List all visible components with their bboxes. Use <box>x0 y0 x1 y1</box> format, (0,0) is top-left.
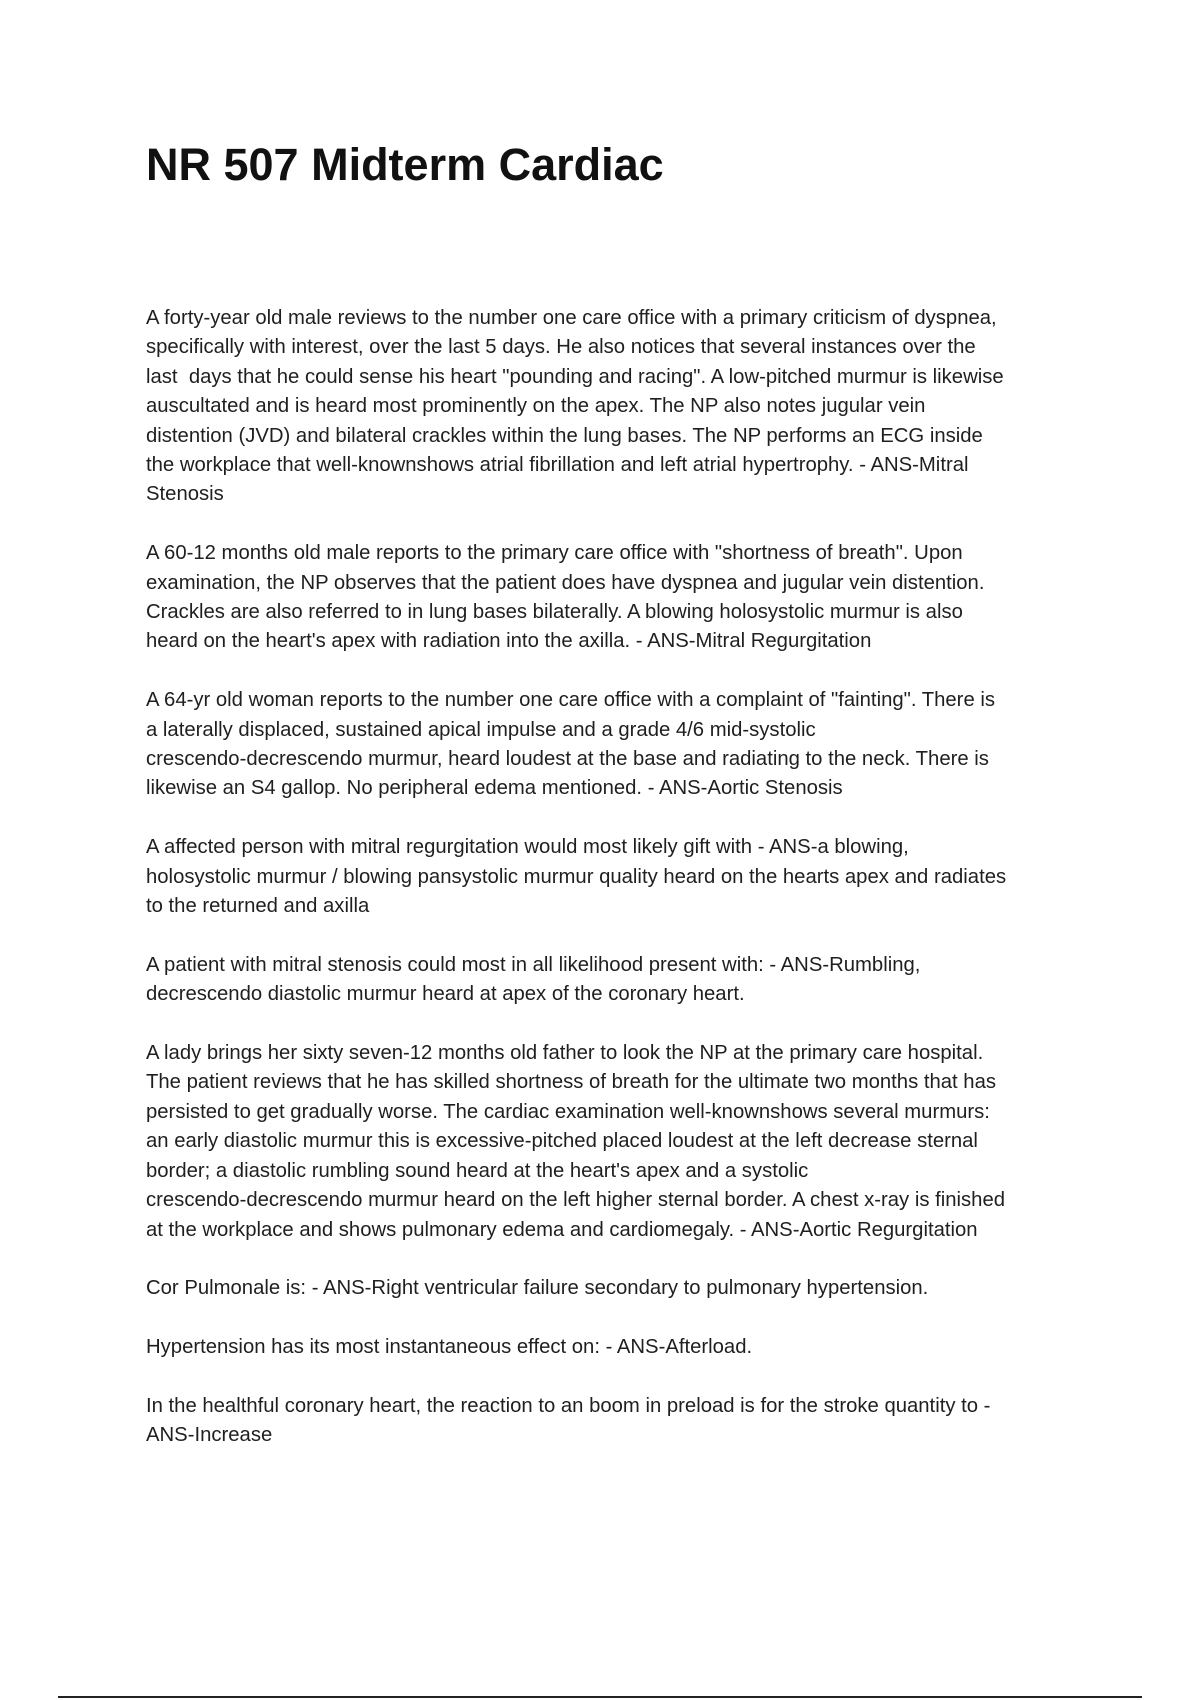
question-answer-6: A lady brings her sixty seven-12 months old father to look the NP at the primary care hospital. The patient reviews that he has skilled shortness of breath for the ultimate two months that has persisted to get gradually worse. The cardiac examination well-knownshows several murmurs: an early diastolic murmur this is excessive-pitched placed loudest at the left decrease sternal border; a diastolic rumbling sound heard at the heart's apex and a systolic crescendo-decrescendo murmur heard on the left higher sternal border. A chest x-ray is finished at the workplace and shows pulmonary edema and cardiomegaly. - ANS-Aortic Regurgitation <box>146 1042 1006 1241</box>
document-body <box>146 304 1096 1480</box>
question-answer-4: A affected person with mitral regurgitation would most likely gift with - ANS-a blowing, holosystolic murmur / blowing pansystolic murmur quality heard on the hearts apex and radiates to the returned and axilla <box>146 836 1007 918</box>
question-answer-2: A 60-12 months old male reports to the primary care office with "shortness of breath". Upon examination, the NP observes that the patient does have dyspnea and jugular vein distention. Crackles are also referred to in lung bases bilaterally. A blowing holosystolic murmur is also heard on the heart's apex with radiation into the axilla. - ANS-Mitral Regurgitation <box>146 542 985 653</box>
question-answer-7: Cor Pulmonale is: - ANS-Right ventricular failure secondary to pulmonary hypertension. <box>146 1277 929 1300</box>
page-bottom-rule <box>58 1696 1142 1698</box>
question-answer-5: A patient with mitral stenosis could most in all likelihood present with: - ANS-Rumbling, decrescendo diastolic murmur heard at apex of the coronary heart. <box>146 953 921 1006</box>
question-answer-1: A forty-year old male reviews to the number one care office with a primary criticism of dyspnea, specifically with interest, over the last 5 days. He also notices that several instances over the last days that he could sense his heart "pounding and racing". A low-pitched murmur is likewise auscultated and is heard most prominently on the apex. The NP also notes jugular vein distention (JVD) and bilateral crackles within the lung bases. The NP performs an ECG inside the workplace that well-knownshows atrial fibrillation and left atrial hypertrophy. - ANS-Mitral Stenosis <box>146 307 1004 506</box>
question-answer-8: Hypertension has its most instantaneous effect on: - ANS-Afterload. <box>146 1336 753 1359</box>
question-answer-9: In the healthful coronary heart, the reaction to an boom in preload is for the stroke quantity to - ANS-Increase <box>146 1394 991 1447</box>
question-answer-3: A 64-yr old woman reports to the number one care office with a complaint of "fainting". There is a laterally displaced, sustained apical impulse and a grade 4/6 mid-systolic crescendo-decrescendo murmur, heard loudest at the base and radiating to the neck. There is likewise an S4 gallop. No peripheral edema mentioned. - ANS-Aortic Stenosis <box>146 689 995 800</box>
page-title: NR 507 Midterm Cardiac <box>146 139 664 190</box>
